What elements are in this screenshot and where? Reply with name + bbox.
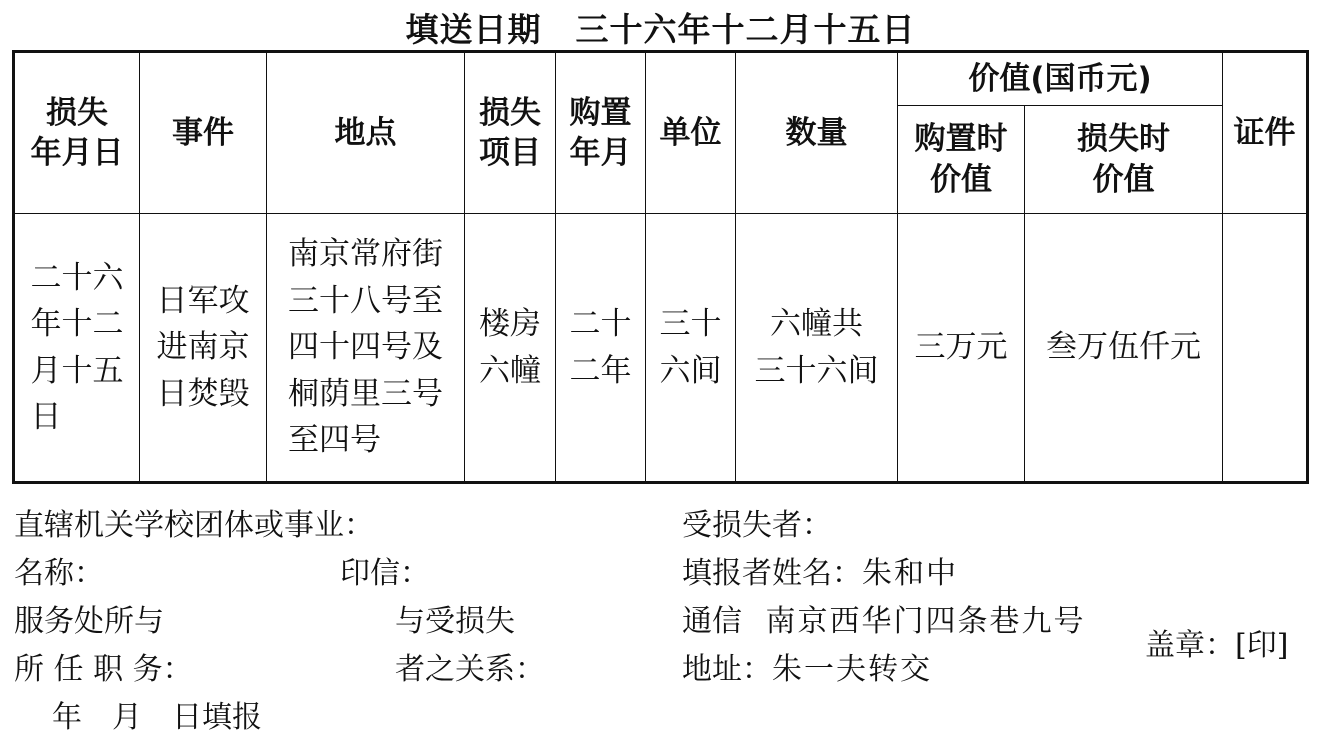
header-quantity: 数量 <box>736 52 898 214</box>
cell-event: 日军攻 进南京 日焚毁 <box>140 214 267 483</box>
relation-label-line1: 与受损失 <box>395 604 515 639</box>
cell-loss-date: 二十六 年十二 月十五 日 <box>14 214 140 483</box>
victim-label: 受损失者： <box>682 508 832 543</box>
office-label-line2: 所 任 职 务： <box>14 652 193 687</box>
loss-table <box>12 50 1309 484</box>
cell-evidence <box>1223 214 1308 483</box>
reporter-name: 朱和中 <box>862 556 958 591</box>
address-label-1: 通信 <box>682 604 742 639</box>
address-value-2: 朱一夫转交 <box>772 652 932 687</box>
address-line1 <box>682 596 1086 640</box>
fill-date: 填送日期 三十六年十二月十五日 <box>405 10 916 49</box>
cell-unit: 三十 六间 <box>646 214 736 483</box>
relation-label-line2: 者之关系： <box>395 652 545 687</box>
address-line2 <box>682 644 932 688</box>
office-label-line1: 服务处所与 <box>14 604 164 639</box>
cell-value-at-loss: 叁万伍仟元 <box>1025 214 1223 483</box>
header-purchase-date: 购置 年月 <box>556 52 646 214</box>
header-value-at-loss: 损失时 价值 <box>1025 106 1223 214</box>
name-label: 名称： <box>14 556 104 591</box>
header-place: 地点 <box>267 52 465 214</box>
header-evidence: 证件 <box>1223 52 1308 214</box>
header-value-group: 价值(国币元) <box>898 52 1223 106</box>
header-unit: 单位 <box>646 52 736 214</box>
address-value: 南京西华门四条巷九号 <box>765 604 1086 639</box>
cell-purchase-date: 二十 二年 <box>556 214 646 483</box>
cell-loss-item: 楼房 六幢 <box>465 214 556 483</box>
header-value-at-purchase: 购置时 价值 <box>898 106 1025 214</box>
date-line: 年 月 日填报 <box>52 700 262 735</box>
reporter-label <box>682 548 958 592</box>
header-loss-date: 损失 年月日 <box>14 52 140 214</box>
header-event: 事件 <box>140 52 267 214</box>
org-label: 直辖机关学校团体或事业： <box>14 508 374 543</box>
header-loss-item: 损失 项目 <box>465 52 556 214</box>
stamp-label: 盖章：[印] <box>1145 628 1289 663</box>
table-row <box>14 214 1308 483</box>
reporter-label-text: 填报者姓名： <box>682 556 862 591</box>
address-label-2: 地址： <box>682 652 772 687</box>
cell-place: 南京常府街 三十八号至 四十四号及 桐荫里三号 至四号 <box>267 214 465 483</box>
seal-label: 印信： <box>340 556 430 591</box>
cell-value-at-purchase: 三万元 <box>898 214 1025 483</box>
cell-quantity: 六幢共 三十六间 <box>736 214 898 483</box>
